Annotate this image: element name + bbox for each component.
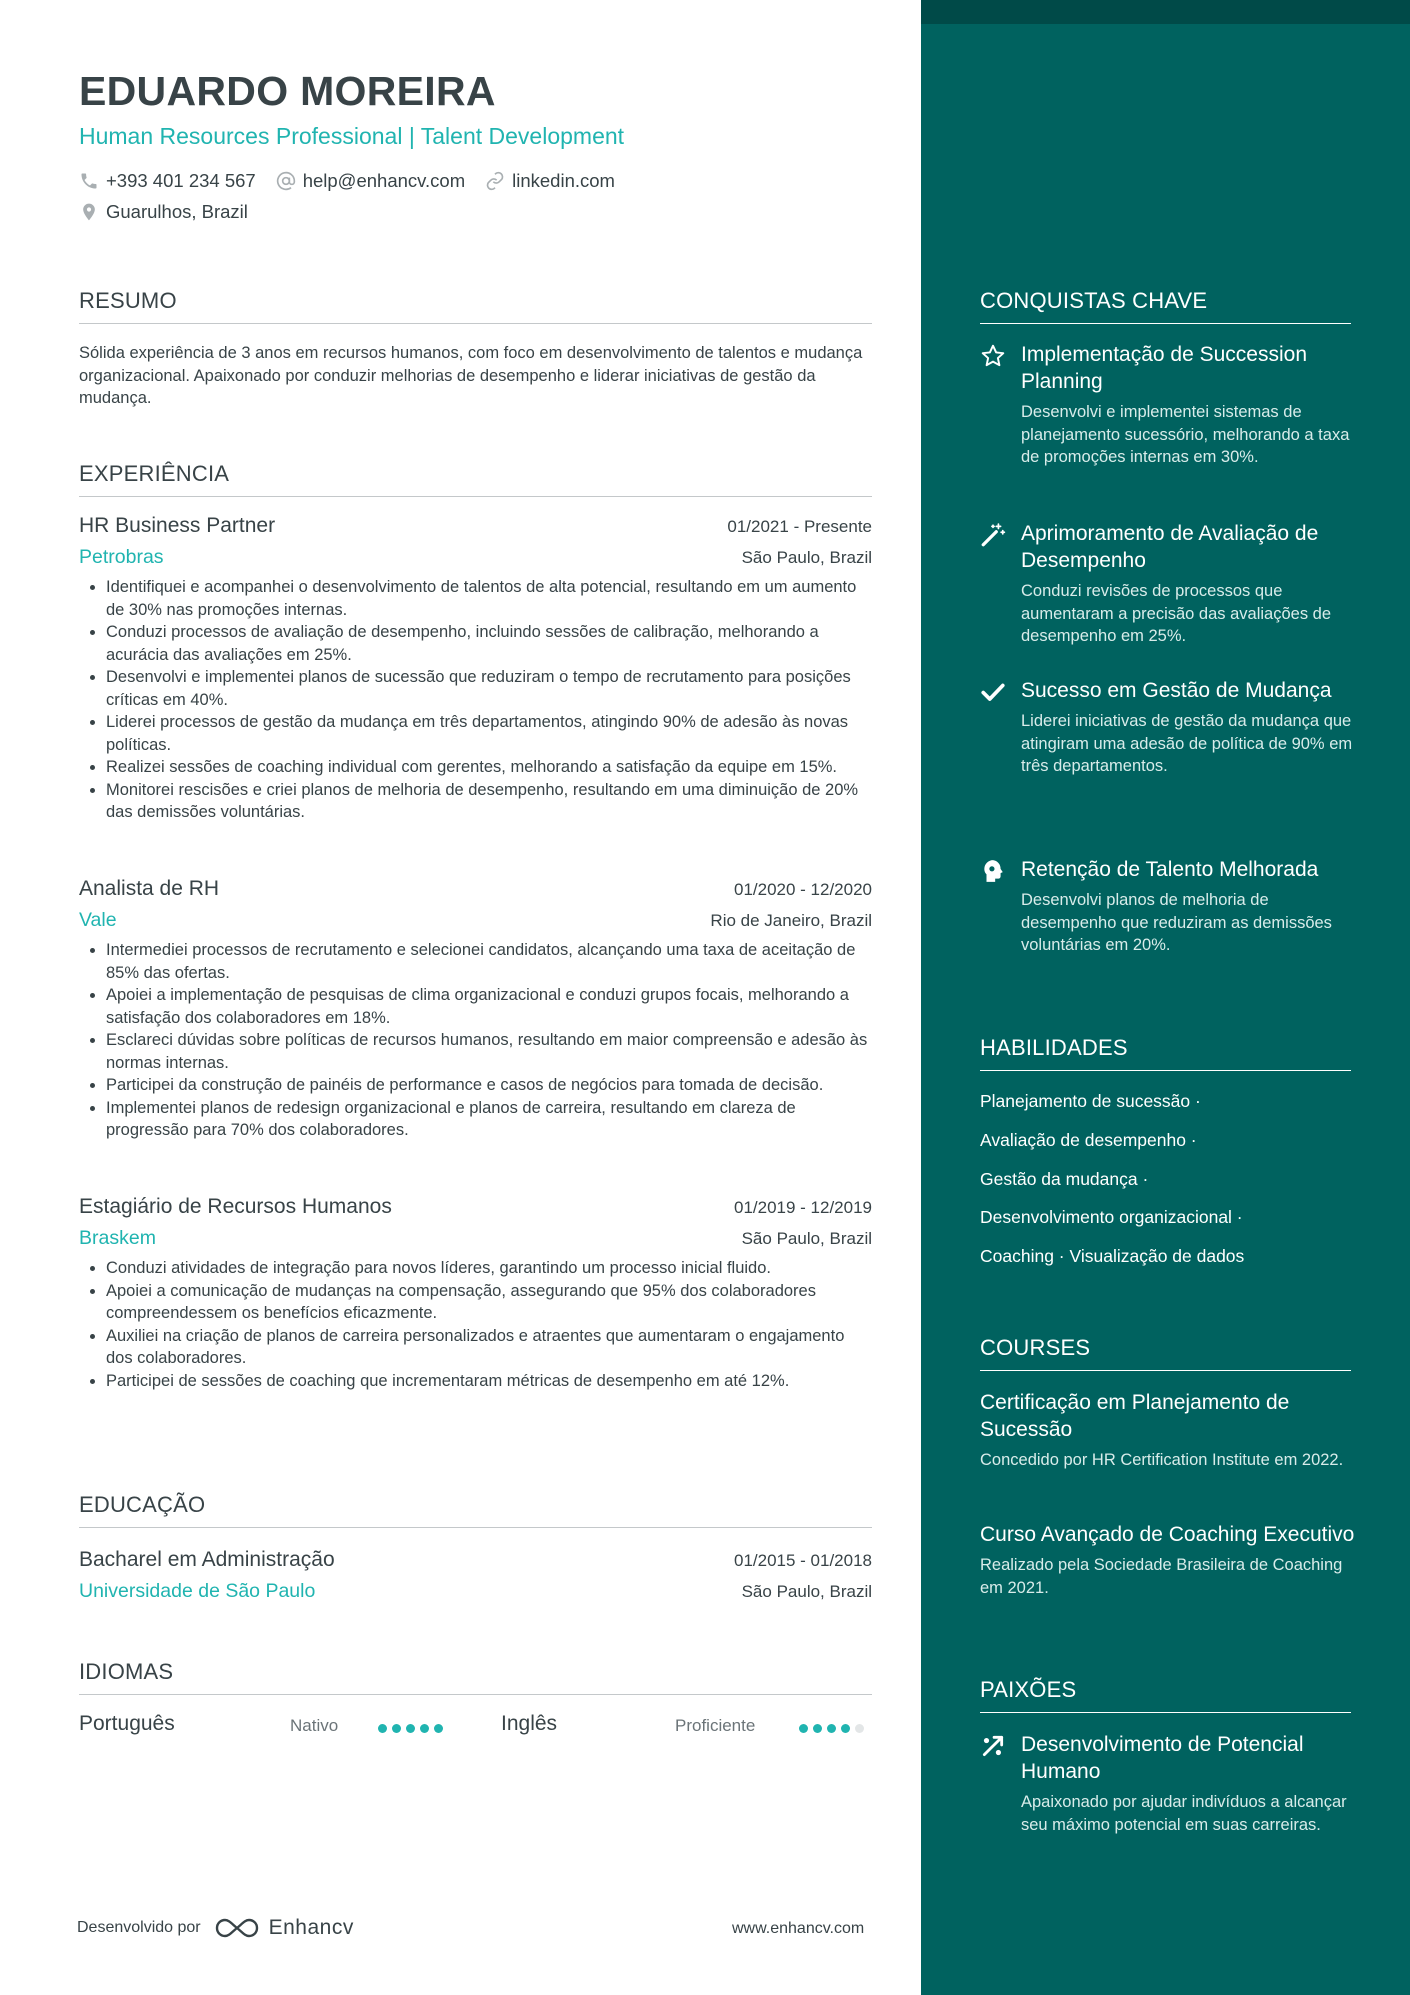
footer-branding (77, 1915, 354, 1941)
location-pin-icon (79, 202, 99, 222)
brand-name: Enhancv (268, 1916, 354, 1939)
phone-text: +393 401 234 567 (106, 170, 256, 191)
email-item[interactable] (276, 170, 465, 192)
job-title: HR Business Partner (79, 514, 276, 537)
job-company: Vale (79, 909, 117, 931)
job-dates: 01/2020 - 12/2020 (733, 880, 872, 899)
achievement-desc: Desenvolvi planos de melhoria de desempenho que reduziram as demissões voluntárias em 20%. (1021, 891, 1332, 954)
bullet-item: • Conduzi processos de avaliação de desempenho, incluindo sessões de calibração, melhorando a acurácia das avaliações em 25%. (106, 621, 872, 666)
location-text: Guarulhos, Brazil (106, 201, 248, 222)
skill-line: Avaliação de desempenho · (980, 1130, 1197, 1150)
passion-title: Desenvolvimento de Potencial Humano (1021, 1733, 1304, 1783)
rating-dot (378, 1724, 387, 1733)
language-name: Inglês (501, 1712, 558, 1735)
powered-by-text: Desenvolvido por (77, 1919, 201, 1936)
passion-item (980, 1731, 1360, 1836)
job-location: São Paulo, Brazil (741, 1229, 872, 1248)
bullet-item: • Identifiquei e acompanhei o desenvolvimento de talentos de alta potencial, resultando em um aumento de 30% nas promoções internas. (106, 576, 872, 621)
achievement-item (980, 341, 1360, 469)
courses-heading: COURSES (980, 1335, 1351, 1371)
achievement-desc: Conduzi revisões de processos que aumentaram a precisão das avaliações de desempenho em 25%. (1021, 582, 1332, 645)
candidate-name: EDUARDO MOREIRA (79, 68, 496, 114)
rating-dot (406, 1724, 415, 1733)
rating-dot (855, 1724, 864, 1733)
rating-dot (420, 1724, 429, 1733)
summary-text: Sólida experiência de 3 anos em recursos humanos, com foco em desenvolvimento de talentos e mudança organizacional. Apaixonado por conduzir melhorias de desempenho e liderar iniciativas de gestão da mudança. (79, 344, 863, 407)
job-dates: 01/2021 - Presente (727, 517, 872, 536)
rating-dot (434, 1724, 443, 1733)
link-icon (485, 171, 505, 191)
sidebar (921, 0, 1410, 1995)
enhancv-logo-icon (213, 1915, 261, 1941)
job-bullets (79, 576, 872, 824)
job-bullets (79, 1257, 872, 1392)
achievement-title: Aprimoramento de Avaliação de Desempenho (1021, 522, 1319, 572)
bullet-item: • Participei da construção de painéis de performance e casos de negócios para tomada de decisão. (106, 1074, 872, 1097)
rating-dot (799, 1724, 808, 1733)
achievement-item (980, 677, 1360, 778)
rating-dot (827, 1724, 836, 1733)
achievement-title: Implementação de Succession Planning (1021, 343, 1307, 393)
course-title: Certificação em Planejamento de Sucessão (980, 1391, 1290, 1441)
job-entry (79, 1195, 872, 1392)
checkmark-icon (980, 679, 1006, 705)
job-title: Analista de RH (79, 877, 220, 900)
phone-icon (79, 171, 99, 191)
language-level: Proficiente (675, 1716, 756, 1735)
rating-dot (841, 1724, 850, 1733)
skills-heading: HABILIDADES (980, 1035, 1351, 1071)
location-row (79, 201, 268, 223)
achievement-desc: Liderei iniciativas de gestão da mudança que atingiram uma adesão de política de 90% em três departamentos. (1021, 712, 1353, 775)
job-location: São Paulo, Brazil (741, 548, 872, 567)
email-text: help@enhancv.com (302, 170, 466, 191)
linkedin-text: linkedin.com (512, 170, 615, 191)
bullet-item: • Conduzi atividades de integração para novos líderes, garantindo um processo inicial fluido. (106, 1257, 872, 1280)
course-item (980, 1521, 1360, 1599)
job-bullets (79, 939, 872, 1142)
skill-line: Desenvolvimento organizacional · (980, 1207, 1243, 1227)
bullet-item: • Liderei processos de gestão da mudança em três departamentos, atingindo 90% de adesão às novas políticas. (106, 711, 872, 756)
school-location: São Paulo, Brazil (741, 1582, 872, 1601)
bullet-item: • Esclareci dúvidas sobre políticas de recursos humanos, resultando em maior compreensão e adesão às normas internas. (106, 1029, 872, 1074)
bullet-item: • Participei de sessões de coaching que incrementaram métricas de desempenho em até 12%. (106, 1370, 872, 1393)
bullet-item: • Implementei planos de redesign organizacional e planos de carreira, resultando em clareza de progressão para 70% dos colaboradores. (106, 1097, 872, 1142)
summary-heading: RESUMO (79, 288, 872, 324)
rating-dot (813, 1724, 822, 1733)
languages-heading: IDIOMAS (79, 1659, 872, 1695)
passion-desc: Apaixonado por ajudar indivíduos a alcançar seu máximo potencial em suas carreiras. (1021, 1793, 1347, 1834)
phone-item[interactable] (79, 170, 256, 192)
footer-url[interactable]: www.enhancv.com (732, 1920, 865, 1937)
achievement-title: Sucesso em Gestão de Mudança (1021, 679, 1332, 702)
head-gear-icon (980, 858, 1006, 884)
degree: Bacharel em Administração (79, 1548, 335, 1571)
course-title: Curso Avançado de Coaching Executivo (980, 1523, 1355, 1546)
bullet-item: • Realizei sessões de coaching individual com gerentes, melhorando a satisfação da equipe em 15%. (106, 756, 872, 779)
job-entry (79, 877, 872, 1142)
magic-wand-icon (980, 522, 1006, 548)
bullet-item: • Auxiliei na criação de planos de carreira personalizados e atraentes que aumentaram o engajamento dos colaboradores. (106, 1325, 872, 1370)
job-title: Estagiário de Recursos Humanos (79, 1195, 392, 1218)
achievement-desc: Desenvolvi e implementei sistemas de planejamento sucessório, melhorando a taxa de promoções internas em 30%. (1021, 403, 1350, 466)
skill-line: Coaching · Visualização de dados (980, 1246, 1245, 1266)
achievement-item (980, 856, 1360, 957)
bullet-item: • Desenvolvi e implementei planos de sucessão que reduziram o tempo de recrutamento para posições críticas em 40%. (106, 666, 872, 711)
job-entry (79, 514, 872, 824)
bullet-item: • Apoiei a comunicação de mudanças na compensação, assegurando que 95% dos colaboradores compreendessem os benefícios eficazmente. (106, 1280, 872, 1325)
education-entry (79, 1548, 872, 1603)
job-location: Rio de Janeiro, Brazil (710, 911, 872, 930)
bullet-item: • Monitorei rescisões e criei planos de melhoria de desempenho, resultando em uma diminuição de 20% das demissões voluntárias. (106, 779, 872, 824)
candidate-title: Human Resources Professional | Talent Development (79, 123, 625, 149)
course-desc: Concedido por HR Certification Institute em 2022. (980, 1451, 1344, 1469)
experience-heading: EXPERIÊNCIA (79, 461, 872, 497)
course-desc: Realizado pela Sociedade Brasileira de Coaching em 2021. (980, 1556, 1343, 1597)
achievement-item (980, 520, 1360, 648)
passions-heading: PAIXÕES (980, 1677, 1351, 1713)
location-item (79, 201, 248, 223)
rating-dot (392, 1724, 401, 1733)
achievements-heading: CONQUISTAS CHAVE (980, 288, 1351, 324)
at-sign-icon (276, 171, 296, 191)
skill-line: Gestão da mudança · (980, 1169, 1149, 1189)
school: Universidade de São Paulo (79, 1580, 316, 1602)
language-rating (799, 1724, 869, 1733)
sidebar-top-band (921, 0, 1410, 24)
education-heading: EDUCAÇÃO (79, 1492, 872, 1528)
skill-line: Planejamento de sucessão · (980, 1091, 1201, 1111)
job-dates: 01/2019 - 12/2019 (733, 1198, 872, 1217)
course-item (980, 1389, 1360, 1472)
language-rating (378, 1724, 448, 1733)
bullet-item: • Apoiei a implementação de pesquisas de clima organizacional e conduzi grupos focais, melhorando a satisfação dos colaboradores em 18%. (106, 984, 872, 1029)
language-level: Nativo (290, 1716, 339, 1735)
star-icon (980, 343, 1006, 369)
job-company: Braskem (79, 1227, 156, 1249)
education-dates: 01/2015 - 01/2018 (733, 1551, 872, 1570)
bullet-item: • Intermediei processos de recrutamento e selecionei candidatos, alcançando uma taxa de aceitação de 85% das ofertas. (106, 939, 872, 984)
job-company: Petrobras (79, 546, 164, 568)
linkedin-item[interactable] (485, 170, 615, 192)
achievement-title: Retenção de Talento Melhorada (1021, 858, 1319, 881)
languages-row (79, 1712, 872, 1742)
growth-icon (980, 1733, 1006, 1759)
contact-row (79, 170, 635, 192)
language-name: Português (79, 1712, 175, 1735)
